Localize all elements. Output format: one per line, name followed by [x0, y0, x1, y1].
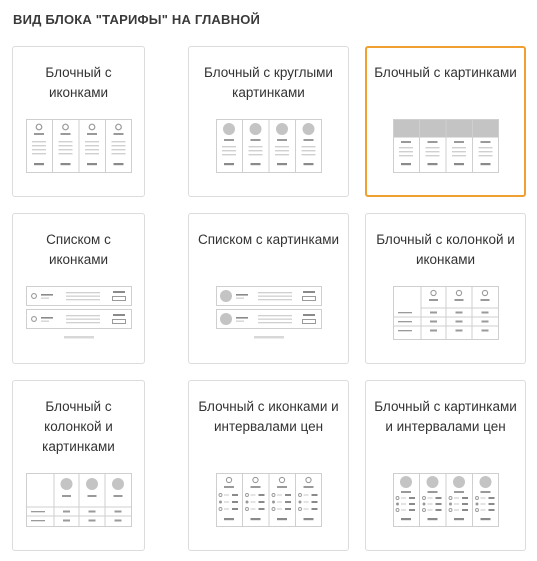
option-label: Блочный с иконками [45, 65, 112, 100]
option-label: Списком с картинками [197, 232, 340, 247]
option-card-images-price-ranges[interactable] [365, 380, 526, 551]
pricing-images-price-ranges-thumbnail [366, 473, 525, 527]
pricing-icons-price-ranges-thumbnail [189, 473, 348, 527]
pricing-list-images-thumbnail [189, 286, 348, 342]
option-card-blocks-round-images[interactable] [188, 46, 349, 197]
option-card-column-images[interactable] [12, 380, 145, 551]
option-card-blocks-images[interactable] [365, 46, 526, 197]
option-card-icons-price-ranges[interactable] [188, 380, 349, 551]
option-label: Блочный с картинками и интервалами цен [374, 399, 517, 434]
pricing-column-icons-thumbnail [366, 286, 525, 340]
option-card-list-icons[interactable] [12, 213, 145, 364]
pricing-blocks-images-thumbnail [367, 119, 524, 173]
pricing-blocks-icons-thumbnail [13, 119, 144, 173]
option-label: Блочный с картинками [374, 65, 517, 80]
option-label: Списком с иконками [46, 232, 111, 267]
section-heading: ВИД БЛОКА "ТАРИФЫ" НА ГЛАВНОЙ [13, 12, 261, 27]
option-card-column-icons[interactable] [365, 213, 526, 364]
option-label: Блочный с иконками и интервалами цен [198, 399, 339, 434]
option-label: Блочный с колонкой и картинками [42, 399, 115, 454]
option-label: Блочный с круглыми картинками [204, 65, 333, 100]
option-card-list-images[interactable] [188, 213, 349, 364]
option-card-blocks-icons[interactable] [12, 46, 145, 197]
option-label: Блочный с колонкой и иконками [376, 232, 515, 267]
pricing-blocks-round-images-thumbnail [189, 119, 348, 173]
pricing-list-icons-thumbnail [13, 286, 144, 342]
pricing-column-images-thumbnail [13, 473, 144, 527]
